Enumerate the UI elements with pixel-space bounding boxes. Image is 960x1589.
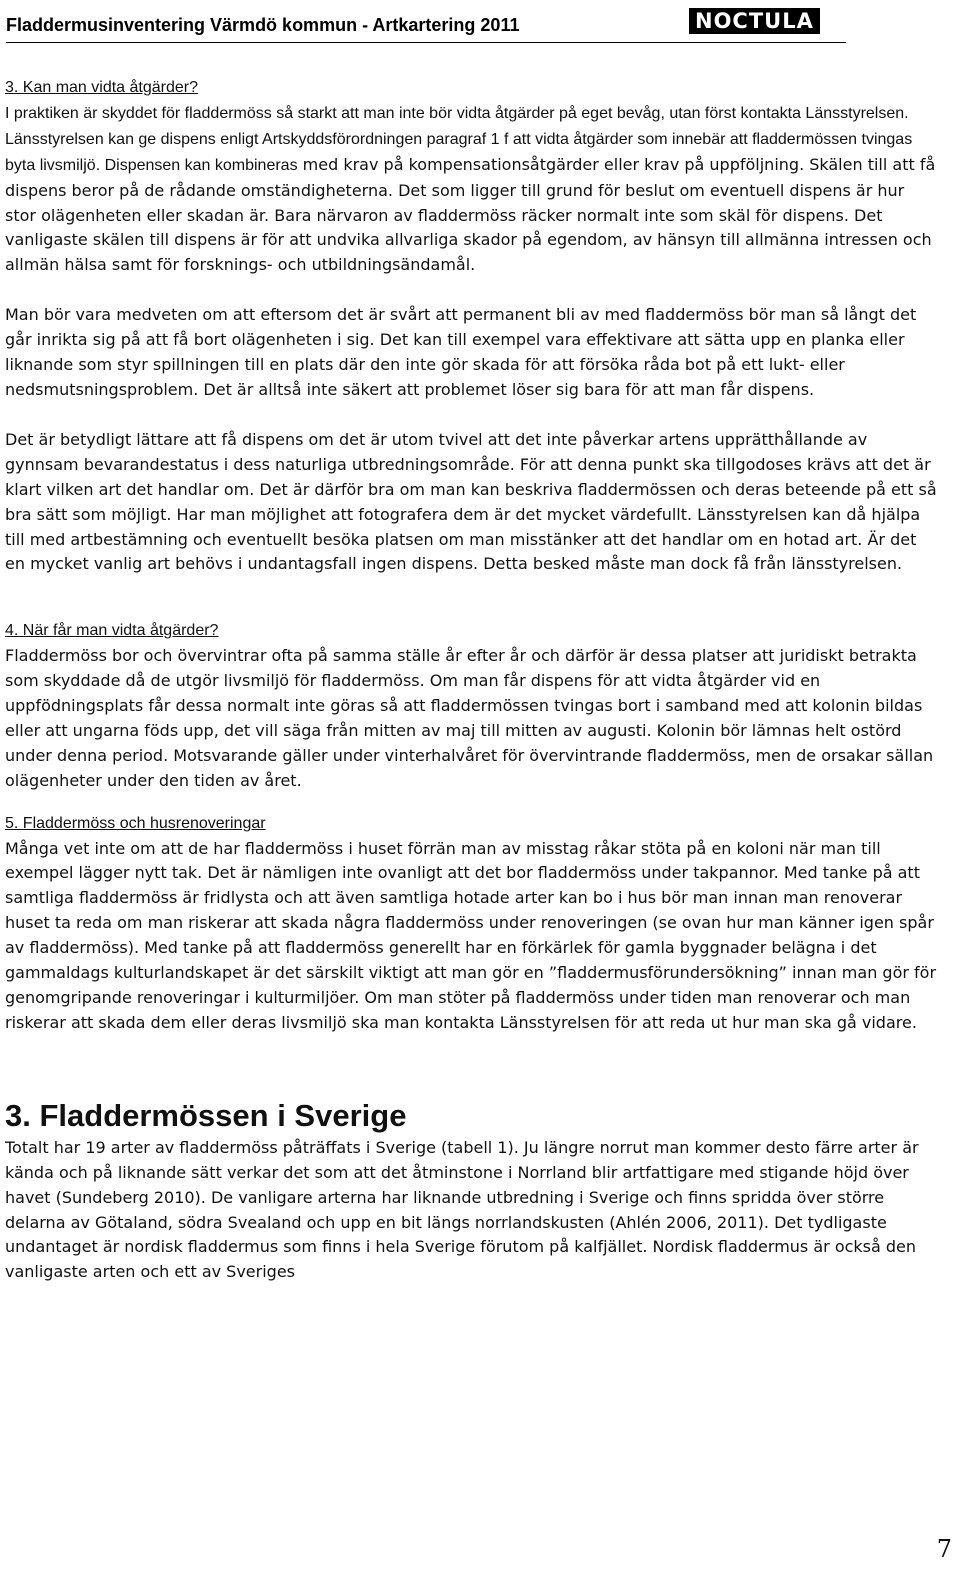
page-number: 7 xyxy=(936,1535,952,1563)
page-header xyxy=(6,6,846,43)
section-heading: 3. Kan man vidta åtgärder? xyxy=(5,79,199,96)
paragraph: Det är betydligt lättare att få dispens om det är utom tvivel att det inte påverkar artens upprätthållande av gynnsam bevarandestatus i dess naturliga utbredningsområde. För att denna punkt ska tillgodoses krävs att det är klart vilken art det handlar om. Det är därför bra om man kan beskriva fladdermössen och deras beteende på ett så bra sätt som möjligt. Har man möjlighet att fotografera dem är det mycket värdefullt. Länsstyrelsen kan då hjälpa till med artbestämning och eventuellt besöka platsen om man misstänker att det handlar om en hotad art. Är det en mycket vanlig art behövs i undantagsfall ingen dispens. Detta besked måste man dock få från länsstyrelsen. xyxy=(5,429,937,574)
paragraph-text: med krav på kompensationsåtgärder eller krav på uppföljning. Skälen till att få dispens beror på de rådande omständigheterna. Det som ligger till grund för beslut om eventuell dispens är hur stor olägenheten eller skadan är. Bara närvaron av fladdermöss räcker normalt inte som skäl för dispens. Det vanligaste skälen till dispens är för att undvika allvarliga skador på egendom, av hänsyn till allmänna intressen och allmän hälsa samt för forsknings- och utbildningsändamål. xyxy=(5,154,936,275)
section-heading: 5. Fladdermöss och husrenoveringar xyxy=(5,814,266,832)
paragraph: Fladdermöss bor och övervintrar ofta på samma ställe år efter år och därför är dessa platser att juridiskt betrakta som skyddade då de utgör livsmiljö för fladdermöss. Om man får dispens för att vidta åtgärder vid en uppfödningsplats får dessa normalt inte göras så att fladdermössen tvingas bort i samband med att kolonin bildas eller att ungarna föds upp, det vill säga från mitten av maj till mitten av augusti. Kolonin bör lämnas helt ostörd under denna period. Motsvarande gäller under vinterhalvåret för övervintrande fladdermöss, men de orsakar sällan olägenheter under den tiden av året. xyxy=(5,646,934,790)
paragraph: Totalt har 19 arter av fladdermöss påträffats i Sverige (tabell 1). Ju längre norrut man kommer desto färre arter är kända och på liknande sätt verkar det som att det åtminstone i Norrland blir artfattigare med stigande höjd över havet (Sundeberg 2010). De vanligare arterna har liknande utbredning i Sverige och finns spridda över större delarna av Götaland, södra Svealand och upp en bit längs norrlandskusten (Ahlén 2006, 2011). Det tydligaste undantaget är nordisk fladdermus som finns i hela Sverige förutom på kalfjället. Nordisk fladdermus är också den vanligaste arten och ett av Sveriges xyxy=(5,1137,919,1282)
chapter-title: 3. Fladdermössen i Sverige xyxy=(5,1097,407,1133)
section-5 xyxy=(5,812,940,1036)
paragraph-text: I praktiken är skyddet för fladdermöss så starkt att man inte bör vidta åtgärder på eget bevåg, utan först kontakta Länsstyrelsen. Länsstyrelsen kan ge dispens enligt Artskyddsförordningen paragraf 1 f att vidta åtgärder som innebär att fladdermössen tvingas byta livsmiljö. Dispensen kan kombineras xyxy=(5,104,913,174)
paragraph: Många vet inte om att de har fladdermöss i huset förrän man av misstag råkar stöta på en koloni när man till exempel lägger nytt tak. Det är nämligen inte ovanligt att det bor fladdermöss under takpannor. Med tanke på att samtliga fladdermöss är fridlysta och att även samtliga hotade arter kan bo i hus bör man innan man renoverar huset ta reda om man riskerar att skada några fladdermöss under renoveringen (se ovan hur man känner igen spår av fladdermöss). Med tanke på att fladdermöss generellt har en förkärlek för gamla byggnader belägna i det gammaldags kulturlandskapet är det särskilt viktigt att man gör en ”fladdermusförundersökning” innan man gör för genomgripande renoveringar i kulturmiljöer. Om man stöter på fladdermöss under tiden man renoverar och man riskerar att skada dem eller deras livsmiljö ska man kontakta Länsstyrelsen för att reda ut hur man ska gå vidare. xyxy=(5,838,937,1032)
paragraph: Man bör vara medveten om att eftersom det är svårt att permanent bli av med fladdermöss bör man så långt det går inrikta sig på att få bort olägenheten i sig. Det kan till exempel vara effektivare att sätta upp en planka eller liknande som styr spillningen till en plats där den inte gör skada för att försöka råda bot på ett lukt- eller nedsmutsningsproblem. Det är alltså inte säkert att problemet löser sig bara för att man får dispens. xyxy=(5,305,917,399)
section-3 xyxy=(5,76,940,577)
document-body xyxy=(5,76,940,1285)
paragraph xyxy=(5,101,940,278)
section-4 xyxy=(5,619,940,793)
section-heading: 4. När får man vidta åtgärder? xyxy=(5,622,219,640)
chapter-3 xyxy=(5,1096,940,1285)
header-title: Fladdermusinventering Värmdö kommun - Artkartering 2011 xyxy=(6,15,520,35)
noctula-logo: NOCTULA xyxy=(689,8,820,34)
